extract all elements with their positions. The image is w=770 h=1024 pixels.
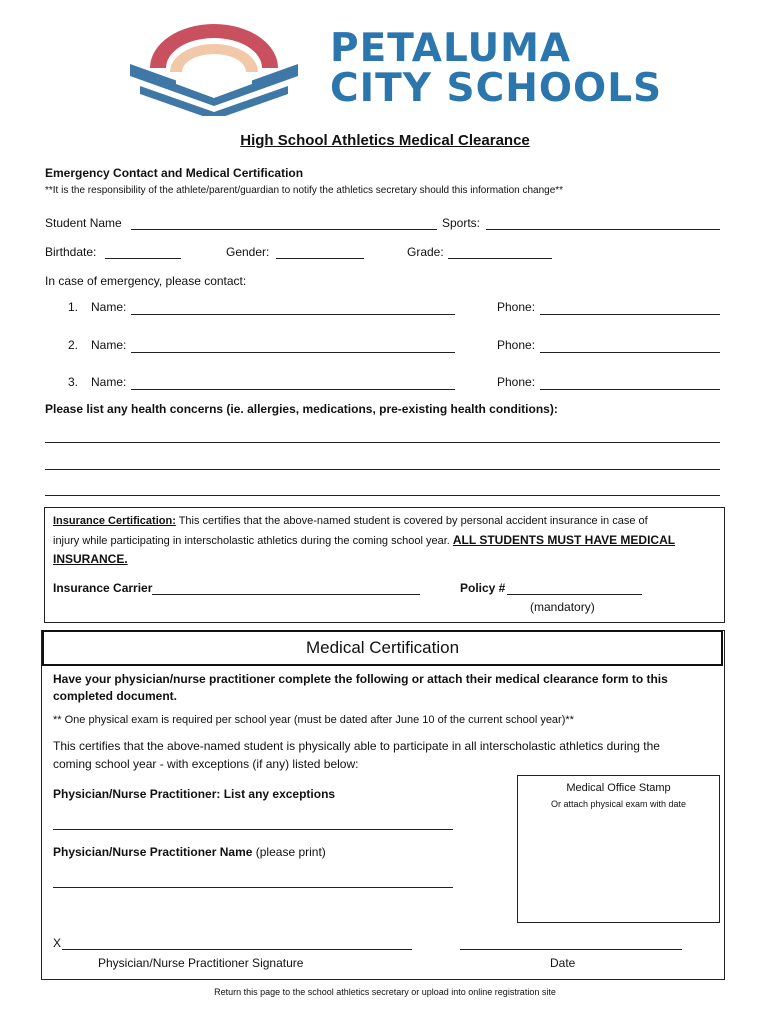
student-name-label: Student Name — [45, 216, 122, 230]
certification-text-line1: This certifies that the above-named student is physically able to participate in all interscholastic athletics during the — [53, 739, 660, 753]
gender-field[interactable] — [276, 258, 364, 259]
form-title: High School Athletics Medical Clearance — [240, 132, 530, 149]
grade-label: Grade: — [407, 245, 444, 259]
insurance-text2: injury while participating in interscholastic athletics during the coming school year. — [53, 535, 450, 547]
insurance-text1: This certifies that the above-named student is covered by personal accident insurance in case of — [175, 515, 648, 527]
policy-number-field[interactable] — [507, 594, 642, 595]
contact-2-name-field[interactable] — [131, 352, 455, 353]
medical-office-stamp-area[interactable] — [517, 775, 720, 923]
contact-name-label: Name: — [91, 300, 127, 314]
physician-name-label-row — [53, 845, 326, 859]
stamp-hint: Or attach physical exam with date — [550, 799, 687, 809]
signature-label: Physician/Nurse Practitioner Signature — [98, 956, 304, 970]
insurance-requirement-cont: INSURANCE. — [53, 552, 128, 566]
health-concerns-prompt: Please list any health concerns (ie. allergies, medications, pre-existing health conditions): — [45, 402, 558, 416]
contact-name-label: Name: — [91, 375, 127, 389]
insurance-carrier-field[interactable] — [152, 594, 420, 595]
insurance-heading: Insurance Certification: — [53, 515, 176, 527]
gender-label: Gender: — [226, 245, 270, 259]
contact-3-name-field[interactable] — [131, 389, 455, 390]
birthdate-field[interactable] — [105, 258, 181, 259]
physician-name-label: Physician/Nurse Practitioner Name — [53, 845, 253, 859]
physician-name-hint: (please print) — [252, 845, 326, 859]
insurance-carrier-label: Insurance Carrier — [53, 581, 153, 595]
health-concerns-line[interactable] — [45, 495, 720, 496]
change-notice: **It is the responsibility of the athlete/parent/guardian to notify the athletics secretary should this information change** — [45, 185, 564, 196]
mandatory-note: (mandatory) — [530, 600, 595, 614]
insurance-text-line2 — [53, 533, 675, 547]
contact-number: 1. — [68, 300, 79, 314]
contact-name-label: Name: — [91, 338, 127, 352]
sports-field[interactable] — [486, 229, 720, 230]
open-book-sunrise-logo-icon — [128, 20, 300, 116]
date-label: Date — [550, 956, 576, 970]
contact-2-phone-field[interactable] — [540, 352, 720, 353]
school-name-line1: PETALUMA — [330, 26, 572, 71]
signature-x-mark: X — [53, 936, 62, 950]
school-name-line2: CITY SCHOOLS — [330, 66, 663, 111]
health-concerns-line[interactable] — [45, 442, 720, 443]
insurance-requirement: ALL STUDENTS MUST HAVE MEDICAL — [452, 533, 676, 547]
certification-text-line2: coming school year - with exceptions (if any) listed below: — [53, 757, 359, 771]
contact-phone-label: Phone: — [497, 300, 536, 314]
insurance-text-line1 — [53, 515, 648, 527]
exam-note: ** One physical exam is required per school year (must be dated after June 10 of the current school year)** — [53, 714, 574, 726]
footer-note: Return this page to the school athletics secretary or upload into online registration site — [214, 987, 556, 997]
contact-1-phone-field[interactable] — [540, 314, 720, 315]
sports-label: Sports: — [442, 216, 481, 230]
health-concerns-line[interactable] — [45, 469, 720, 470]
birthdate-label: Birthdate: — [45, 245, 97, 259]
stamp-title: Medical Office Stamp — [566, 782, 671, 794]
grade-field[interactable] — [448, 258, 552, 259]
date-field[interactable] — [460, 949, 682, 950]
emergency-intro: In case of emergency, please contact: — [45, 274, 247, 288]
physician-name-field[interactable] — [53, 887, 453, 888]
contact-phone-label: Phone: — [497, 375, 536, 389]
medical-instruction-line1: Have your physician/nurse practitioner complete the following or attach their medical clearance form to this — [53, 672, 668, 686]
exceptions-field[interactable] — [53, 829, 453, 830]
contact-number: 3. — [68, 375, 79, 389]
exceptions-label: Physician/Nurse Practitioner: List any exceptions — [53, 787, 336, 801]
student-name-field[interactable] — [131, 229, 437, 230]
contact-phone-label: Phone: — [497, 338, 536, 352]
section-heading-emergency: Emergency Contact and Medical Certification — [45, 166, 304, 180]
medical-instruction-line2: completed document. — [53, 689, 178, 703]
contact-number: 2. — [68, 338, 79, 352]
contact-3-phone-field[interactable] — [540, 389, 720, 390]
contact-1-name-field[interactable] — [131, 314, 455, 315]
signature-field[interactable] — [62, 949, 412, 950]
policy-number-label: Policy # — [460, 581, 506, 595]
medical-title: Medical Certification — [305, 638, 460, 657]
